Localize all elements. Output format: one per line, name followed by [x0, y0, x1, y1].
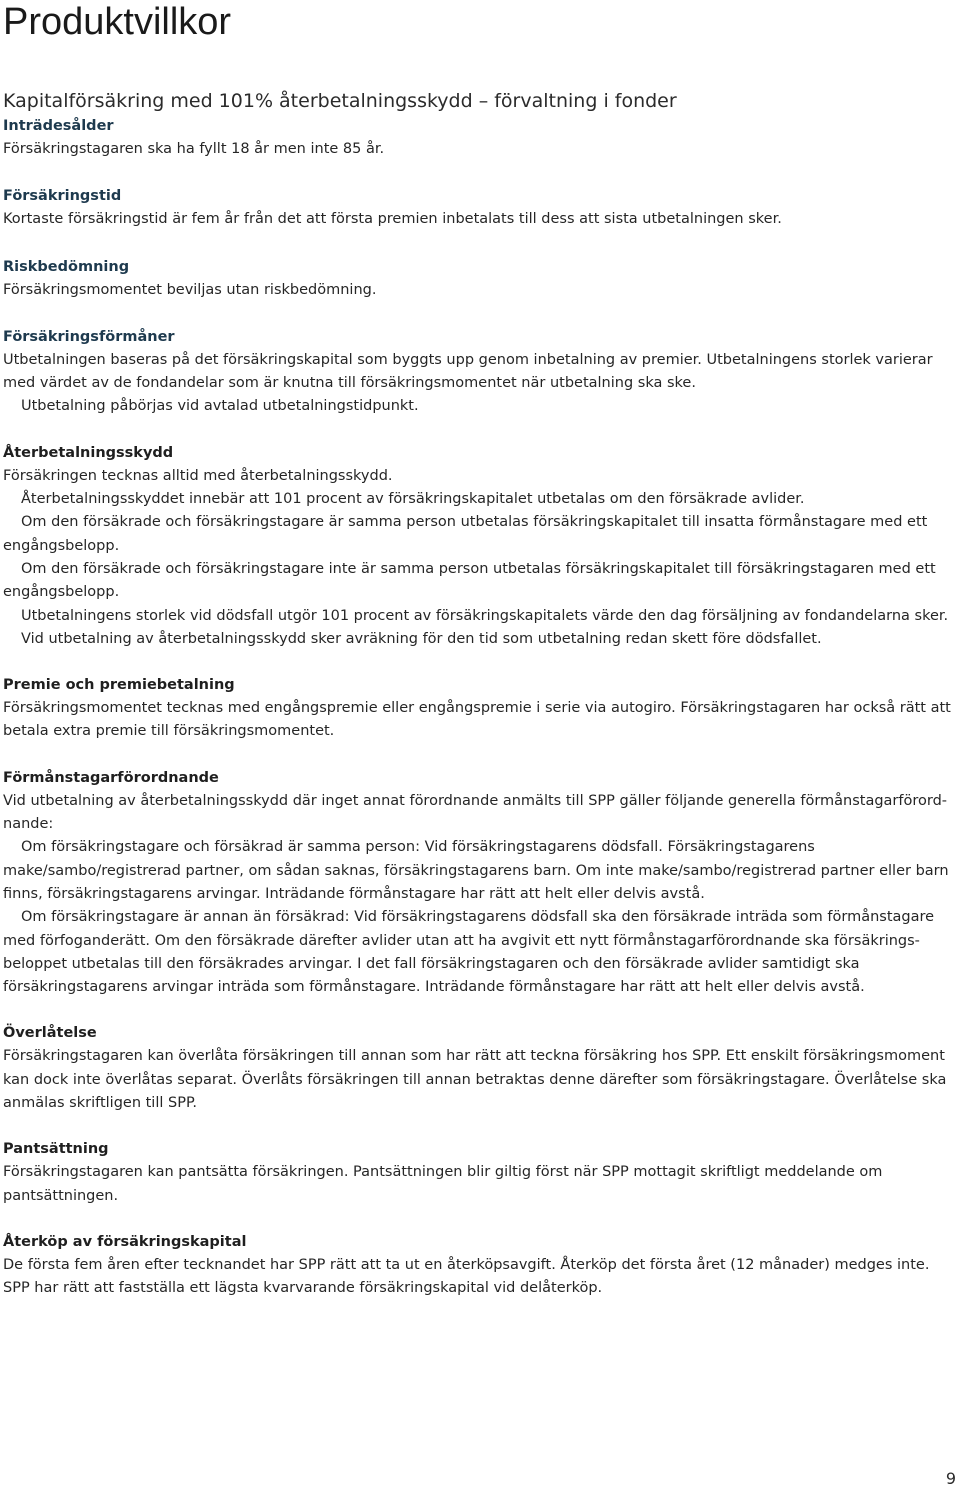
section-heading: Försäkringsförmåner — [3, 328, 175, 345]
section-heading: Överlåtelse — [3, 1025, 97, 1042]
section-forsakringsformaner — [3, 326, 953, 419]
section-paragraph: Försäkringstagaren kan överlåta försäkringen till annan som har rätt att teckna försäkring hos SPP. Ett enskilt försäkringsmoment kan dock inte överlåtas separat. Överlåts försäkringen till annan betraktas denne därefter som försäkringstagare. Överlåtelse ska anmälas skriftligen till SPP. — [3, 1048, 947, 1112]
section-paragraph: Vid utbetalning av återbetalningsskydd där inget annat förordnande anmälts till SPP gäller följande generella förmånstagarförord-nande: — [3, 792, 948, 833]
section-overlatelse — [3, 1022, 953, 1115]
page-number: 9 — [945, 1469, 956, 1488]
section-riskbedomning — [3, 256, 953, 302]
section-heading: Inträdesålder — [3, 118, 114, 134]
section-paragraph: Om den försäkrade och försäkringstagare är samma person utbetalas försäkringskapitalet till insatta förmånstagare med ett engångsbelopp. — [3, 514, 928, 554]
section-paragraph: Försäkringstagaren ska ha fyllt 18 år men inte 85 år. — [3, 141, 385, 157]
section-paragraph: Utbetalningens storlek vid dödsfall utgör 101 procent av försäkringskapitalets värde den dag försäljning av fondandelarna sker. — [21, 607, 949, 624]
section-paragraph: Utbetalning påbörjas vid avtalad utbetalningstidpunkt. — [21, 398, 419, 415]
section-aterbetalningsskydd — [3, 442, 953, 651]
section-paragraph: Utbetalningen baseras på det försäkringskapital som byggts upp genom inbetalning av premier. Utbetalningens storlek varierar med värdet av de fondandelar som är knutna till försäkringsmomentet när utbetalning ska ske. — [3, 351, 933, 392]
section-forsakringstid — [3, 185, 953, 231]
section-paragraph: Återbetalningsskyddet innebär att 101 procent av försäkringskapitalet utbetalas om den försäkrade avlider. — [21, 491, 805, 508]
section-paragraph: Om försäkringstagare och försäkrad är samma person: Vid försäkringstagarens dödsfall. Försäkringstagarens make/sambo/registrerad partner, om sådan saknas, försäkringstagarens barn. Om inte make/sambo/registrerad partner eller barn finns, försäkringstagarens arvingar. Inträdande förmånstagare har rätt att helt eller delvis avstå. — [3, 839, 949, 902]
section-heading: Pantsättning — [3, 1141, 109, 1158]
section-paragraph: Om försäkringstagare är annan än försäkrad: Vid försäkringstagarens dödsfall ska den försäkrade inträda som förmånstagare med förfoganderätt. Om den försäkrade därefter avlider utan att ha avgivit ett nytt förmånstagarförordnande ska försäkrings-beloppet utbetalas till den försäkrades arvingar. I det fall försäkringstagaren och den försäkrade avlider samtidigt ska försäkringstagarens arvingar inträda som förmånstagare. Inträdande förmånstagare har rätt att helt eller delvis avstå. — [3, 909, 935, 996]
section-heading: Riskbedömning — [3, 258, 130, 275]
section-heading: Återköp av försäkringskapital — [3, 1233, 247, 1250]
section-heading: Återbetalningsskydd — [3, 444, 174, 461]
section-formanstagarforordnande — [3, 767, 953, 1000]
section-heading: Förmånstagarförordnande — [3, 769, 219, 786]
section-premie — [3, 674, 953, 744]
section-paragraph: Vid utbetalning av återbetalningsskydd sker avräkning för den tid som utbetalning redan skett före dödsfallet. — [21, 630, 822, 647]
page-title: Produktvillkor — [3, 1, 232, 43]
section-heading: Försäkringstid — [3, 188, 122, 205]
section-paragraph: De första fem åren efter tecknandet har SPP rätt att ta ut en återköpsavgift. Återköp det första året (12 månader) medges inte. — [3, 1256, 930, 1273]
section-paragraph: Försäkringsmomentet beviljas utan riskbedömning. — [3, 281, 377, 298]
section-intradesalder — [3, 115, 953, 161]
section-heading: Premie och premiebetalning — [3, 677, 235, 694]
section-paragraph: SPP har rätt att fastställa ett lägsta kvarvarande försäkringskapital vid delåterköp. — [3, 1280, 603, 1297]
section-paragraph: Försäkringstagaren kan pantsätta försäkringen. Pantsättningen blir giltig först när SPP mottagit skriftligt meddelande om pantsättningen. — [3, 1164, 883, 1204]
document-page — [3, 0, 953, 1301]
section-paragraph: Försäkringsmomentet tecknas med engångspremie eller engångspremie i serie via autogiro. Försäkringstagaren har också rätt att betala extra premie till försäkringsmomentet. — [3, 700, 951, 740]
section-aterkop — [3, 1231, 953, 1301]
section-paragraph: Om den försäkrade och försäkringstagare inte är samma person utbetalas försäkringskapitalet till försäkringstagaren med ett engångsbelopp. — [3, 560, 936, 601]
product-subtitle: Kapitalförsäkring med 101% återbetalningsskydd – förvaltning i fonder — [3, 90, 677, 112]
section-paragraph: Kortaste försäkringstid är fem år från det att första premien inbetalats till dess att sista utbetalningen sker. — [3, 211, 782, 228]
section-pantsattning — [3, 1138, 953, 1208]
section-paragraph: Försäkringen tecknas alltid med återbetalningsskydd. — [3, 467, 393, 484]
